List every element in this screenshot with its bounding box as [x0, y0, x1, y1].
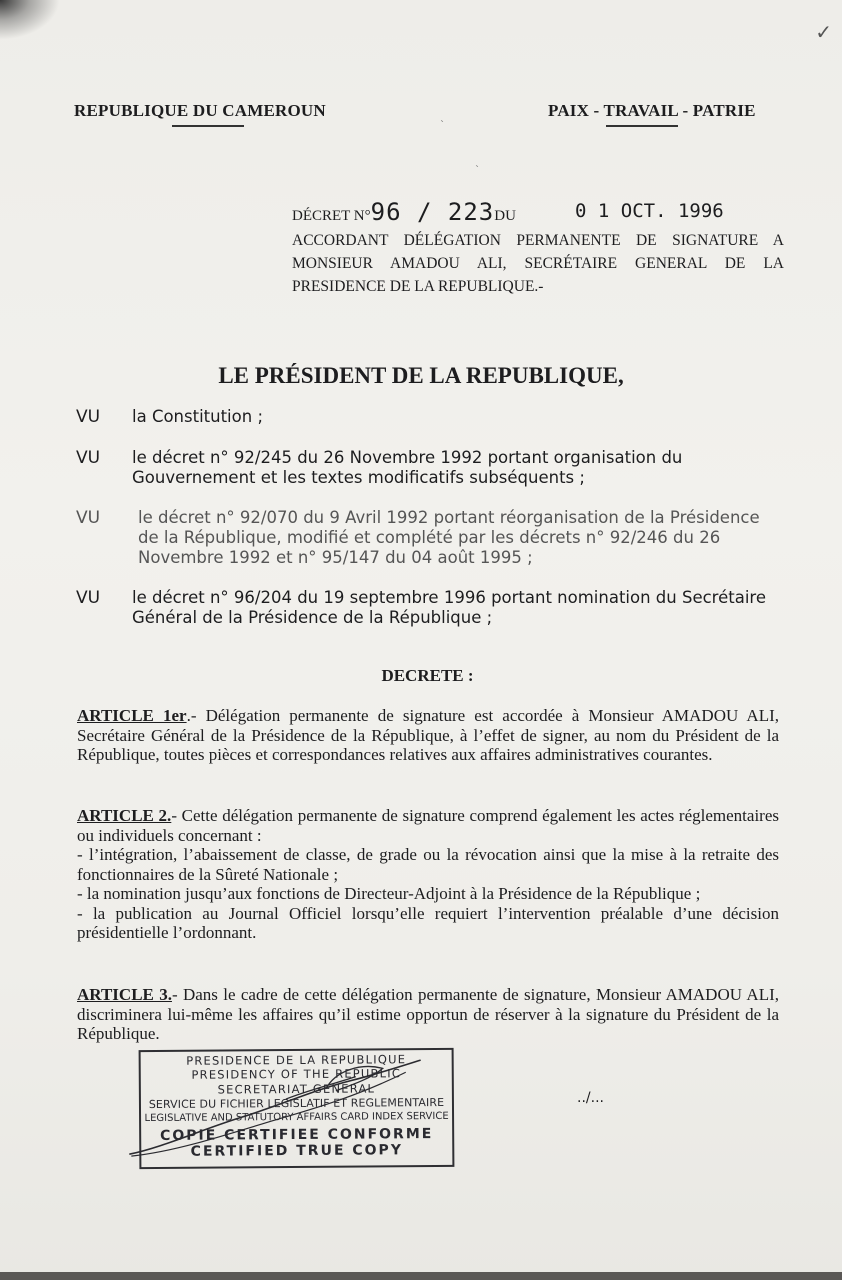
vu-text: le décret n° 92/070 du 9 Avril 1992 portant réorganisation de la Présidence de la République, modifié et complété par les décrets n° 92/246 du 26 Novembre 1992 et n° 95/147 du 04 août 1995 ; — [138, 508, 760, 567]
paper-speck: ˋ — [440, 120, 445, 131]
vu-item — [76, 407, 784, 427]
vu-text: le décret n° 92/245 du 26 Novembre 1992 portant organisation du Gouvernement et les textes modificatifs subséquents ; — [132, 448, 683, 487]
article-text: Cette délégation permanente de signature comprend également les actes réglementaires ou individuels concernant : — [77, 806, 779, 845]
article-heading: ARTICLE 3. — [77, 985, 172, 1004]
decree-title: ACCORDANT DÉLÉGATION PERMANENTE DE SIGNATURE A MONSIEUR AMADOU ALI, SECRÉTAIRE GENERAL DE LA PRESIDENCE DE LA REPUBLIQUE.- — [292, 232, 784, 295]
check-mark: ✓ — [815, 20, 832, 44]
stamp-line: SERVICE DU FICHIER LEGISLATIF ET REGLEMENTAIRE — [148, 1095, 445, 1112]
continued-marker: ../... — [577, 1090, 604, 1106]
decree-number-line — [292, 198, 724, 226]
vu-label: VU — [76, 588, 101, 608]
motto-header — [548, 101, 756, 121]
decree-label: DÉCRET N° — [292, 208, 371, 224]
motto-underline — [606, 125, 678, 127]
article-text: Dans le cadre de cette délégation permanente de signature, Monsieur AMADOU ALI, discriminera lui-même les affaires qu’il estime opportun de réserver à la signature du Président de la République. — [77, 985, 779, 1043]
article-heading: ARTICLE 2. — [77, 806, 172, 825]
article-suffix: - — [171, 985, 178, 1004]
decree-number: 96 / 223 — [370, 198, 495, 226]
vu-item — [76, 588, 784, 628]
paper-speck: ˋ — [475, 165, 480, 176]
vu-label: VU — [76, 508, 101, 528]
stamp-line: SECRETARIAT GENERAL — [217, 1081, 376, 1097]
stamp-line: PRESIDENCE DE LA REPUBLIQUE — [186, 1052, 407, 1068]
article-suffix: .- — [186, 706, 197, 725]
vu-label: VU — [76, 448, 101, 468]
article-bullet: - la publication au Journal Officiel lorsqu’elle requiert l’intervention préalable d’une décision présidentielle l’ordonnant. — [77, 903, 779, 942]
certified-copy-stamp — [139, 1048, 455, 1169]
stamp-line: LEGISLATIVE AND STATUTORY AFFAIRS CARD INDEX SERVICE — [144, 1110, 449, 1125]
article-2 — [77, 806, 779, 943]
article-bullet: - la nomination jusqu’aux fonctions de Directeur-Adjoint à la Présidence de la République ; — [77, 884, 701, 903]
article-heading: ARTICLE 1er — [77, 706, 187, 725]
vu-item — [76, 448, 784, 488]
vu-label: VU — [76, 407, 101, 427]
article-text: Délégation permanente de signature est accordée à Monsieur AMADOU ALI, Secrétaire Général de la Présidence de la République, à l’effet de signer, au nom du Président de la République, toutes pièces et correspondances relatives aux affaires administratives courantes. — [77, 706, 779, 764]
article-bullet: - l’intégration, l’abaissement de classe, de grade ou la révocation ainsi que la mise à la retraite des fonctionnaires de la Sûreté Nationale ; — [77, 845, 779, 884]
national-motto: PAIX - TRAVAIL - PATRIE — [548, 101, 756, 120]
president-heading: LE PRÉSIDENT DE LA REPUBLIQUE, — [218, 363, 624, 388]
stamp-line: PRESIDENCY OF THE REPUBLIC — [191, 1066, 402, 1082]
article-3 — [77, 985, 779, 1044]
country-header — [74, 101, 326, 121]
stamp-line: COPIE CERTIFIEE CONFORME — [160, 1126, 434, 1144]
stamp-line: CERTIFIED TRUE COPY — [190, 1142, 403, 1160]
page-bottom-edge — [0, 1272, 842, 1280]
vu-text: la Constitution ; — [132, 407, 264, 426]
vu-text: le décret n° 96/204 du 19 septembre 1996 portant nomination du Secrétaire Général de la Présidence de la République ; — [132, 588, 766, 627]
country-name: REPUBLIQUE DU CAMEROUN — [74, 101, 326, 120]
article-1 — [77, 706, 779, 765]
decrete-heading: DECRETE : — [381, 666, 474, 685]
article-suffix: - — [171, 806, 177, 825]
corner-shadow — [0, 0, 60, 40]
country-underline — [172, 125, 244, 127]
decree-date: 0 1 OCT. 1996 — [575, 200, 724, 222]
vu-item — [76, 508, 784, 568]
decree-du-label: DU — [494, 208, 516, 224]
